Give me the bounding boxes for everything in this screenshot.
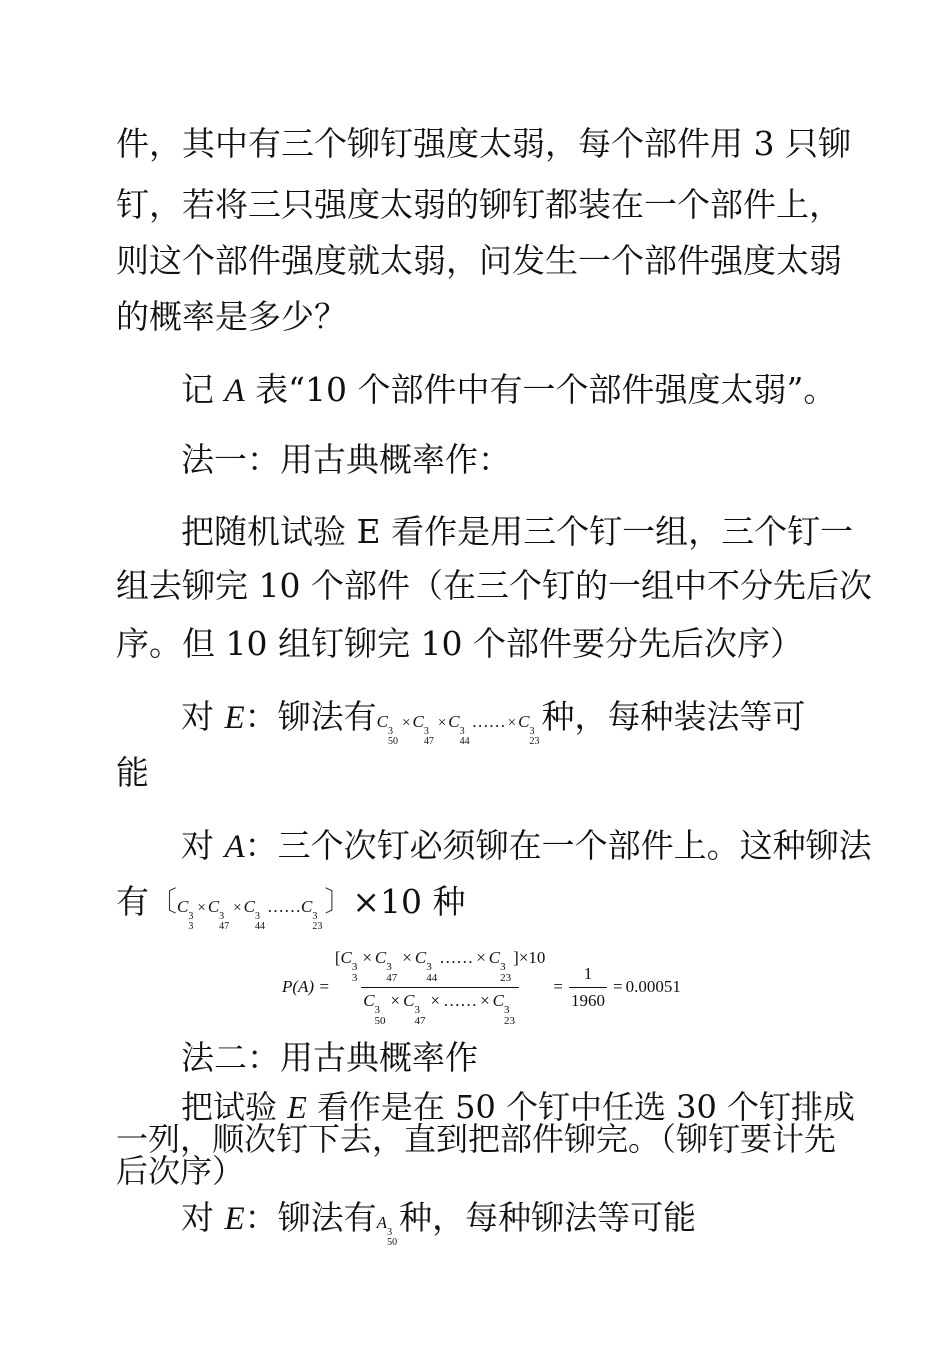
inline-formula-total [377,702,542,747]
inline-formula-arrangements [377,1203,399,1248]
fraction-denominator [361,987,519,1027]
symbol-c: C [403,990,415,1010]
symbol-c: C [492,990,505,1010]
text-fragment: 表“10 个部件中有一个部件强度太弱”。 [244,370,837,409]
superscript: 3 [387,1227,393,1238]
script-pair [414,1005,425,1027]
text-line-15 [181,1090,855,1124]
text-line-e-count [181,697,805,747]
script-pair [255,912,265,932]
superscript: 3 [312,911,318,922]
symbol-c: C [300,897,313,916]
fraction-denominator: 1960 [569,987,607,1011]
symbol-c: C [340,947,352,967]
symbol-c: C [376,712,389,731]
operator-times: × [362,947,372,967]
subscript: 47 [219,921,230,932]
text-fragment: 对 [181,1198,225,1237]
text-line-8: 组去铆完 10 个部件（在三个钉的一组中不分先后次 [116,566,872,605]
subscript: 50 [374,1014,386,1027]
ellipsis: …… [443,990,478,1010]
superscript: 3 [219,911,225,922]
text-fragment: ：三个次钉必须铆在一个部件上。这种铆法 [244,826,872,865]
text-line-event-a [181,370,836,411]
variable-e: E [287,1089,307,1125]
symbol-c: C [177,897,189,916]
subscript: 3 [351,971,358,984]
script-pair [500,962,511,984]
text-line-11: 能 [116,753,149,792]
script-pair [529,727,539,747]
variable-e: E [224,700,245,736]
script-pair [460,727,470,747]
symbol-c: C [412,712,424,731]
equation-result: 0.00051 [625,977,681,996]
script-pair [387,1228,397,1248]
subscript: 50 [388,736,399,747]
text-fragment: 记 [181,370,225,409]
subscript: 23 [312,921,323,932]
symbol-c: C [488,947,501,967]
subscript: 23 [500,971,512,984]
text-fragment: 种，每种装法等可 [541,697,806,736]
fraction-numerator [333,948,548,987]
script-pair [426,962,437,984]
equals-sign: = [553,977,563,996]
superscript: 3 [423,726,429,737]
text-line-13 [116,882,465,932]
superscript: 3 [414,1003,420,1016]
superscript: 3 [529,726,535,737]
bracket: ] [513,947,519,967]
symbol-c: C [518,712,530,731]
operator-times: × [476,947,486,967]
subscript: 44 [254,921,265,932]
superscript: 3 [426,960,432,973]
bracket: [ [334,947,341,967]
subscript: 47 [414,1014,426,1027]
text-line-17: 后次序） [116,1152,245,1190]
text-fragment: 有 [116,882,149,921]
script-pair [188,912,193,932]
superscript: 3 [386,960,392,973]
text-fragment: 对 [181,826,225,865]
result-fraction [569,964,607,1011]
variable-e: E [224,1201,245,1237]
subscript: 3 [188,921,194,932]
ellipsis: …… [439,947,474,967]
script-pair [352,962,358,984]
symbol-c: C [414,947,427,967]
text-fragment: 看作是在 50 个钉中任选 30 个钉排成 [306,1088,856,1126]
superscript: 3 [254,911,260,922]
fraction-numerator: 1 [583,963,593,983]
text-line-16: 一列，顺次钉下去，直到把部件铆完。（铆钉要计先 [116,1120,837,1158]
times-ten: ×10 [518,947,546,967]
operator-times: × [507,715,517,731]
superscript: 3 [459,726,465,737]
main-fraction [333,948,548,1027]
text-fragment: 种，每种铆法等可能 [399,1198,697,1237]
operator-times: × [197,900,206,916]
text-line-3: 则这个部件强度就太弱，问发生一个部件强度太弱 [116,241,842,280]
superscript: 3 [504,1003,510,1016]
subscript: 50 [387,1237,398,1248]
bracket-open: 〔 [149,887,178,918]
inline-formula-event-a [177,887,324,932]
subscript: 44 [459,736,470,747]
symbol-c: C [374,947,387,967]
text-line-7: 把随机试验 E 看作是用三个钉一组，三个钉一 [181,512,854,551]
superscript: 3 [351,960,358,973]
script-pair [504,1005,515,1027]
operator-times: × [390,990,401,1010]
operator-times: × [233,900,242,916]
script-pair [388,727,398,747]
text-line-9: 序。但 10 组钉铆完 10 个部件要分先后次序） [116,624,803,663]
script-pair [312,912,322,932]
equals-sign: = [613,977,623,996]
text-line-e-arrangements [181,1198,696,1248]
operator-times: × [402,947,412,967]
superscript: 3 [388,726,394,737]
text-fragment: 对 [181,697,225,736]
section-heading-method-2: 法二：用古典概率作 [181,1038,478,1077]
subscript: 44 [426,971,438,984]
script-pair [219,912,229,932]
symbol-c: C [243,897,255,916]
text-line-1: 件，其中有三个铆钉强度太弱，每个部件用 3 只铆 [116,124,851,163]
symbol-c: C [207,897,220,916]
variable-a: A [224,373,245,409]
display-equation [282,947,681,1027]
text-fragment: ：铆法有 [244,1198,377,1237]
text-fragment: ：铆法有 [244,697,377,736]
subscript: 47 [386,971,398,984]
symbol-c: C [363,990,375,1010]
superscript: 3 [500,960,506,973]
section-heading-method-1: 法一：用古典概率作： [181,440,511,479]
operator-times: × [430,990,441,1010]
subscript: 23 [504,1014,516,1027]
text-fragment: 把试验 [181,1088,288,1126]
ellipsis: …… [266,897,301,916]
symbol-c: C [448,712,460,731]
script-pair [424,727,434,747]
bracket-close: 〕 [324,887,353,918]
ellipsis: …… [471,712,506,731]
text-fragment: ×10 种 [352,882,466,921]
symbol-a: A [376,1213,388,1232]
text-line-a-count [181,826,872,867]
text-line-4: 的概率是多少？ [116,297,347,336]
text-line-2: 钉，若将三只强度太弱的铆钉都装在一个部件上， [116,185,842,224]
script-pair [375,1005,386,1027]
subscript: 23 [529,736,540,747]
subscript: 47 [423,736,434,747]
superscript: 3 [188,911,194,922]
variable-a: A [224,829,245,865]
script-pair [386,962,397,984]
operator-times: × [437,715,447,731]
operator-times: × [480,990,490,1010]
superscript: 3 [374,1003,381,1016]
operator-times: × [402,715,411,731]
equation-lhs: P(A) = [282,977,330,996]
